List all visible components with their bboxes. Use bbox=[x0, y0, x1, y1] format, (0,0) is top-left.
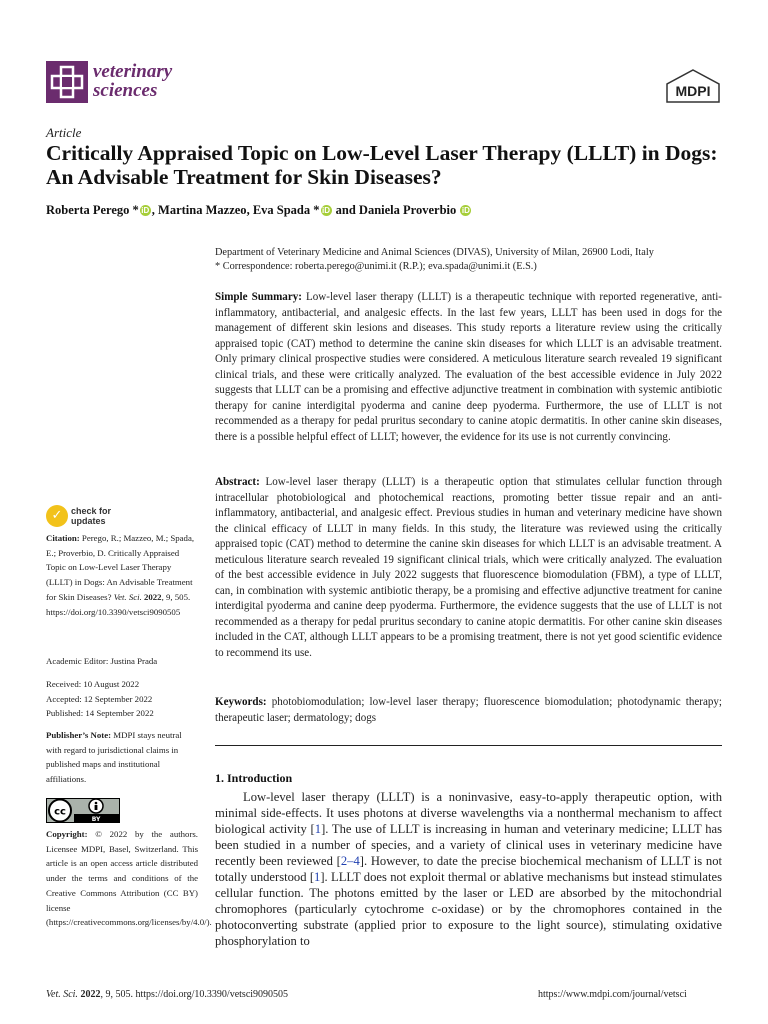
orcid-icon[interactable]: iD bbox=[141, 206, 150, 215]
footer-year: 2022 bbox=[80, 989, 101, 1000]
text-run: ]. The use of LLLT is increasing in human and veterinary medicine; LLLT has been studied in a number of species, and a variety of clinical uses in veterinary medicine have recently been reviewed [ bbox=[215, 822, 723, 868]
section-divider bbox=[215, 745, 722, 746]
author-name: Daniela Proverbio bbox=[358, 203, 457, 217]
footer-journal-url[interactable]: https://www.mdpi.com/journal/vetsci bbox=[538, 989, 687, 1000]
text-run: ]. LLLT does not exploit thermal or ablative mechanisms but instead stimulates cellular function. The photons emitted by the laser or LED are absorbed by the mitochondrial chromophores (particularly cytochrome c-oxidase) or by the chromophores contained in the photoconverting substrate (applied prior to exposure to the light source), stimulating oxidative phosphorylation to bbox=[215, 870, 722, 948]
keywords bbox=[215, 695, 722, 726]
introduction-body bbox=[215, 789, 722, 949]
corresponding-mark: * bbox=[310, 203, 320, 217]
author-separator: , bbox=[246, 203, 253, 217]
citation-label: Citation: bbox=[46, 533, 80, 543]
dates-block bbox=[46, 677, 198, 721]
check-icon: ✓ bbox=[46, 505, 68, 527]
simple-summary bbox=[215, 290, 722, 445]
text-run: Low-level laser therapy (LLLT) is a noninvasive, easy-to-apply therapeutic option, with minimal side-effects. It uses photons at diverse wavelengths via a nonthermal mechanism to affect biological activity [ bbox=[215, 790, 722, 836]
mdpi-logo bbox=[664, 68, 722, 104]
footer-journal: Vet. Sci. bbox=[46, 989, 78, 1000]
author-separator: , bbox=[151, 203, 159, 217]
mdpi-logo-text: MDPI bbox=[675, 83, 711, 99]
copyright-text: © 2022 by the authors. Licensee MDPI, Basel, Switzerland. This article is an open access article distributed under the terms and conditions of the Creative Commons Attribution (CC BY) license (https://creativecommons.org/licenses/by/4.0/). bbox=[46, 829, 212, 928]
author-separator: and bbox=[332, 203, 359, 217]
author-name: Martina Mazzeo bbox=[158, 203, 247, 217]
citation-link[interactable]: 1 bbox=[314, 822, 322, 836]
footer-doi[interactable]: , 9, 505. https://doi.org/10.3390/vetsci9090505 bbox=[100, 989, 289, 1000]
academic-editor: Academic Editor: Justina Prada bbox=[46, 656, 158, 666]
correspondence: * Correspondence: roberta.perego@unimi.it (R.P.); eva.spada@unimi.it (E.S.) bbox=[215, 260, 537, 272]
journal-name-line1: veterinary bbox=[93, 61, 173, 82]
article-title: Critically Appraised Topic on Low-Level Laser Therapy (LLLT) in Dogs: An Advisable Treatment for Skin Diseases? bbox=[46, 141, 718, 189]
paragraph bbox=[215, 789, 722, 949]
publishers-note bbox=[46, 728, 198, 787]
citation-block bbox=[46, 531, 198, 619]
abstract bbox=[215, 475, 722, 661]
cc-by-license-icon[interactable] bbox=[46, 798, 120, 823]
keywords-text: photobiomodulation; low-level laser therapy; fluorescence biomodulation; photodynamic therapy; therapeutic laser; dermatology; dogs bbox=[215, 696, 722, 724]
citation-doi[interactable]: , 9, 505. https://doi.org/10.3390/vetsci9090505 bbox=[46, 591, 191, 617]
citation-year: 2022 bbox=[143, 591, 162, 602]
received-date: Received: 10 August 2022 bbox=[46, 679, 140, 689]
citation-link[interactable]: 1 bbox=[314, 870, 321, 884]
author-list bbox=[46, 203, 736, 218]
keywords-label: Keywords: bbox=[215, 696, 267, 708]
published-date: Published: 14 September 2022 bbox=[46, 708, 154, 719]
text-run: ]. However, to date the precise biochemical mechanism of LLLT is not totally understood [ bbox=[215, 854, 722, 884]
cc-by-label: BY bbox=[91, 816, 101, 823]
citation-journal: Vet. Sci. bbox=[113, 591, 142, 602]
citation-text: Perego, R.; Mazzeo, M.; Spada, E.; Proverbio, D. Critically Appraised Topic on Low-Level Laser Therapy (LLLT) in Dogs: An Advisable Treatment for Skin Diseases? bbox=[46, 533, 195, 602]
journal-name-line2: sciences bbox=[93, 80, 158, 101]
affiliation-block bbox=[215, 246, 735, 273]
abstract-text: Low-level laser therapy (LLLT) is a therapeutic option that stimulates cellular function through intracellular photobiological and photochemical reactions, promoting better tissue repair and an anti-inflammatory, antibacterial, and analgesic effect. Previous studies in human and veterinary medicine have shown the clinical efficacy of LLLT in many fields. In this study, the literature was reviewed using the critically appraised topic (CAT) method to determine the canine skin diseases for which LLLT is an advisable treatment. A meticulous literature search revealed 19 significant clinical trials, which were critically analyzed. The evaluation of the best accessible evidence in July 2022 suggests that fluorescence biomodulation (FBM), a type of LLLT, can, in combination with systemic antibiotic therapy, be a promising and effective adjunctive treatment for canine interdigital pyoderma and canine deep pyoderma. Furthermore, the evidence suggests that the use of LLLT is not recommended as a therapy for pedal pruritus secondary to canine atopic dermatitis. For other canine skin diseases included in the CAT, although LLLT appears to be a promising treatment, there is not yet good scientific evidence to recommend its use. bbox=[215, 476, 722, 659]
orcid-icon[interactable]: iD bbox=[461, 206, 470, 215]
orcid-icon[interactable]: iD bbox=[322, 206, 331, 215]
section-heading: 1. Introduction bbox=[215, 771, 293, 785]
author-name: Roberta Perego bbox=[46, 203, 130, 217]
author-name: Eva Spada bbox=[252, 203, 311, 217]
note-label: Publisher’s Note: bbox=[46, 730, 112, 740]
accepted-date: Accepted: 12 September 2022 bbox=[46, 693, 153, 704]
article-type: Article bbox=[46, 125, 82, 140]
citation-link[interactable]: 2–4 bbox=[340, 854, 360, 868]
corresponding-mark: * bbox=[129, 203, 139, 217]
abstract-label: Abstract: bbox=[215, 476, 260, 488]
affiliation: Department of Veterinary Medicine and Animal Sciences (DIVAS), University of Milan, 26900 Lodi, Italy bbox=[215, 247, 654, 258]
check-for-updates-label bbox=[71, 506, 111, 526]
simple-summary-text: Low-level laser therapy (LLLT) is a therapeutic technique with reported regenerative, anti-inflammatory, antibacterial, and analgesic effects. In the last few years, LLLT has been used in dogs for the management of different skin lesions and diseases. This study reports a literature review using the critically appraised topic (CAT) method to determine the canine skin diseases for which LLLT is an advisable treatment. Only primary clinical prospective studies were considered. A meticulous literature search revealed 19 significant clinical trials, and these were critically analyzed. The evaluation of the best accessible evidence in July 2022 suggests that LLLT can be a promising and effective adjunctive treatment in combination with systemic antibiotic therapy for canine interdigital pyoderma and canine deep pyoderma. Furthermore, the use of LLLT is not recommended as a therapy for pedal pruritus secondary to canine atopic dermatitis. In other canine skin diseases, there is a possible helpful effect of LLLT; however, the evidence for its use is not currently convincing. bbox=[215, 291, 722, 443]
copyright-block bbox=[46, 827, 212, 930]
check-for-updates-button[interactable] bbox=[46, 505, 156, 529]
journal-name bbox=[93, 62, 243, 100]
check-line2: updates bbox=[71, 516, 106, 526]
copyright-label: Copyright: bbox=[46, 829, 88, 839]
journal-logo bbox=[46, 61, 88, 103]
note-text: MDPI stays neutral with regard to jurisdictional claims in published maps and institutional affiliations. bbox=[46, 730, 182, 785]
simple-summary-label: Simple Summary: bbox=[215, 291, 302, 303]
footer-citation bbox=[46, 989, 288, 1000]
check-line1: check for bbox=[71, 506, 112, 516]
svg-text:cc: cc bbox=[54, 806, 66, 818]
